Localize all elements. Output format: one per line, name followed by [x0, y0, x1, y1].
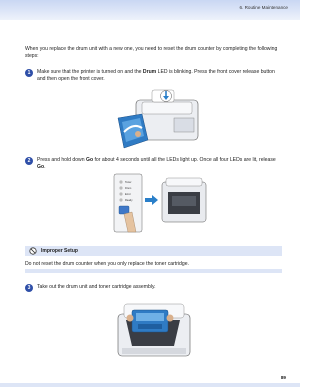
step-text-part: Make sure that the printer is turned on and the [37, 69, 143, 75]
chapter-title: 6. Routine Maintenance [239, 5, 288, 10]
prohibited-icon [29, 247, 37, 255]
arrow-right-icon [145, 195, 158, 205]
note-divider [25, 269, 282, 273]
page-number: 89 [280, 375, 286, 380]
footer-rule [0, 383, 300, 387]
led-ready-icon [119, 198, 122, 201]
step-text-part: LED is blinking. Press the front cover release button and then open the front cover. [37, 69, 275, 82]
printer-open-front-cover-illustration [108, 88, 214, 158]
note-title: Improper Setup [41, 248, 78, 254]
step-text-bold: Go [86, 157, 94, 163]
step-text-part: . [44, 163, 46, 170]
intro-paragraph: When you replace the drum unit with a new one, you need to reset the drum counter by completing the following steps: [25, 46, 278, 59]
drum-unit-removal-illustration [110, 296, 198, 364]
led-label: Drum [125, 187, 132, 190]
step-text [37, 69, 281, 83]
control-panel-go-button-illustration [112, 172, 210, 236]
led-label: Error [125, 193, 131, 196]
step-text: Take out the drum unit and toner cartridge assembly. [37, 284, 156, 290]
note-text: Do not reset the drum counter when you only replace the toner cartridge. [25, 261, 189, 267]
step-2 [25, 157, 281, 173]
note-banner [25, 246, 282, 256]
step-number: 1 [25, 69, 33, 77]
led-label: Ready [125, 199, 133, 202]
led-toner-icon [119, 180, 122, 183]
step-number: 3 [25, 284, 33, 292]
step-1 [25, 69, 281, 85]
led-label: Toner [125, 181, 132, 184]
step-text [37, 157, 281, 171]
led-error-icon [119, 192, 122, 195]
go-button-icon [119, 206, 129, 214]
header-bar [0, 0, 300, 20]
step-text-bold: Drum [142, 69, 157, 75]
led-drum-icon [119, 186, 122, 189]
step-text-part: for about 4 seconds until all the LEDs light up. Once all four LEDs are lit, release [93, 157, 276, 163]
step-text-part: Press and hold down [37, 157, 86, 163]
step-3 [25, 284, 281, 294]
step-text-bold: Go [37, 163, 45, 170]
step-number: 2 [25, 157, 33, 165]
